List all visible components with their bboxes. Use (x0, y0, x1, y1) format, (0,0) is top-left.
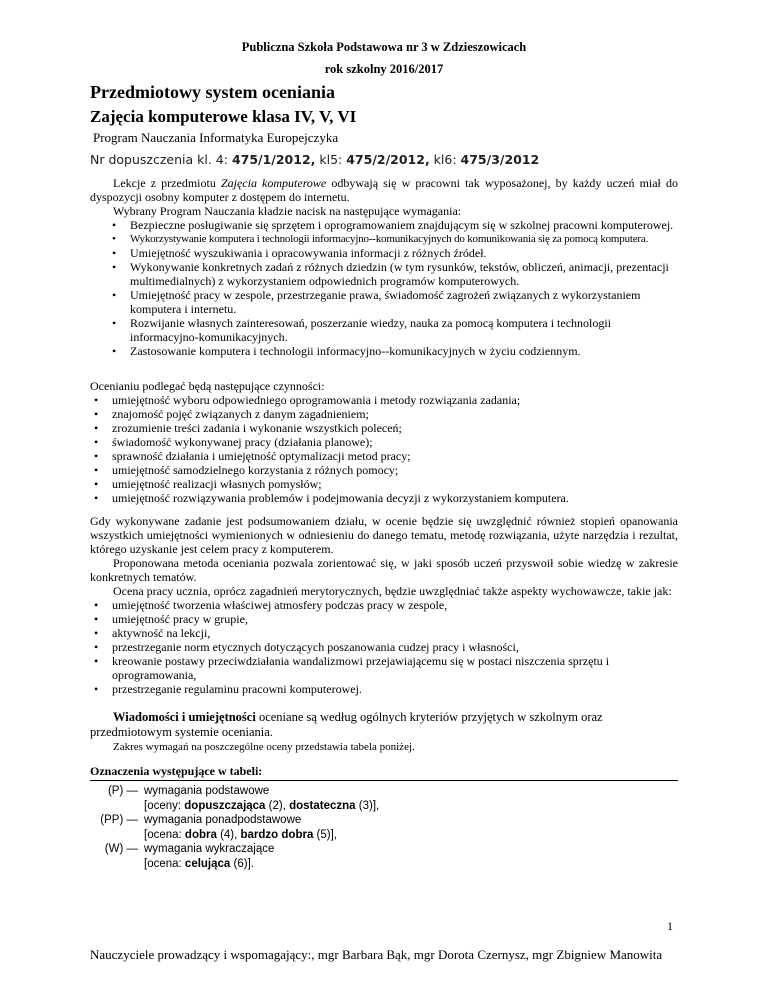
legend-code-p: (P) — (107, 785, 138, 797)
school-name: Publiczna Szkoła Podstawowa nr 3 w Zdzieszowicach (241, 40, 527, 54)
assessment-section (90, 379, 678, 505)
evaluation-paragraph-3: Ocena pracy ucznia, oprócz zagadnień merytorycznych, będzie uwzględniać także aspekty wychowawcze, takie jak: (113, 584, 672, 598)
legend-name-p: wymagania podstawowe (144, 785, 270, 797)
knowledge-paragraph (90, 710, 678, 740)
evaluation-list (90, 598, 678, 696)
list-item: • umiejętność pracy w grupie, (94, 612, 248, 626)
intro-section (90, 176, 678, 358)
list-item: • przestrzeganie norm etycznych dotyczących poszanowania cudzej pracy i własności, (94, 640, 519, 654)
knowledge-section (90, 710, 678, 755)
legend-title: Oznaczenia występujące w tabeli: (90, 764, 263, 778)
list-item: • Wykorzystywanie komputera i technologii informacyjno--komunikacyjnych do komunikowania się za pomocą komputera. (112, 233, 649, 245)
list-item: • Zastosowanie komputera i technologii informacyjno--komunikacyjnych w życiu codziennym. (112, 344, 581, 358)
list-item: • umiejętność wyboru odpowiedniego oprogramowania i metody rozwiązania zadania; (94, 393, 521, 407)
intro-paragraph (90, 176, 678, 204)
approval-sep1: kl5: (315, 152, 347, 167)
approval-kl5: 475/2/2012, (346, 152, 430, 167)
list-item: • Bezpieczne posługiwanie się sprzętem i oprogramowaniem znajdującym się w szkolnej pracowni komputerowej. (112, 218, 674, 232)
document-page: Publiczna Szkoła Podstawowa nr 3 w Zdzieszowicach rok szkolny 2016/2017 Przedmiotowy system oceniania Zajęcia komputerowe klasa IV, V, VI Program Nauczania Informatyka Europejczyka Nr dopuszczenia kl. 4: 475/1/2012, kl5: 475/2/2012, kl6: 475/3/2012 Lekcje z przedmiotu Zajęcia komputerowe odbywają się w pracowni tak wyposażonej, by każdy uczeń miał do dyspozycji osobny komputer z dostępem do internetu. Wybrany Program Nauczania kładzie nacisk na następujące wymagania: • Bezpieczne posługiwanie się sprzętem i oprogramowaniem znajdującym się w szkolnej pracowni komputerowej. • Wykorzystywanie komputera i technologii informacyjno--komunikacyjnych do komunikowania się za pomocą komputera. • Umiejętność wyszukiwania i opracowywania informacji z różnych źródeł. • Wykonywanie konkretnych zadań z różnych dziedzin (w tym rysunków, tekstów, obliczeń, animacji, prezentacji multimedialnych) z wykorzystaniem odpowiednich programów komputerowych. • Umiejętność pracy w zespole, przestrzeganie prawa, świadomość zagrożeń związanych z wykorzystaniem komputera i internetu. • Rozwijanie własnych zainteresowań, poszerzanie wiedzy, nauka za pomocą komputera i technologii informacyjno-komunikacyjnych. • Zastosowanie komputera i technologii informacyjno--komunikacyjnych w życiu codziennym. Ocenianiu podlegać będą następujące czynności: • umiejętność wyboru odpowiedniego oprogramowania i metody rozwiązania zadania; • znajomość pojęć związanych z danym zagadnieniem; • zrozumienie treści zadania i wykonanie wszystkich poleceń; • świadomość wykonywanej pracy (działania planowe); • sprawność działania i umiejętność optymalizacji metod pracy; • umiejętność samodzielnego korzystania z różnych pomocy; • umiejętność realizacji własnych pomysłów; • umiejętność rozwiązywania problemów i podejmowania decyzji z wykorzystaniem komputera. Gdy wykonywane zadanie jest podsumowaniem działu, w ocenie będzie się uwzględnić również stopień opanowania wszystkich umiejętności wymienionych w odniesieniu do danego tematu, metodę rozwiązania, użyte narzędzia i rezultat, którego uzyskanie jest celem pracy z komputerem. Proponowana metoda oceniania pozwala zorientować się, w jaki sposób uczeń przyswoił sobie wiedzę w zakresie konkretnych tematów. Ocena pracy ucznia, oprócz zagadnień merytorycznych, będzie uwzględniać także aspekty wychowawcze, takie jak: • umiejętność tworzenia właściwej atmosfery podczas pracy w zespole, • umiejętność pracy w grupie, • aktywność na lekcji, • przestrzeganie norm etycznych dotyczących poszanowania cudzej pracy i własności, • kreowanie postawy przeciwdziałania wandalizmowi przejawiającemu się w postaci niszczenia sprzętu i oprogramowania, • przestrzeganie regulaminu pracowni komputerowej. Wiadomości i umiejętności oceniane są według ogólnych kryteriów przyjętych w szkolnym oraz przedmiotowym systemie oceniania. Zakres wymagań na poszczególne oceny przedstawia tabela poniżej. Oznaczenia występujące w tabeli: (P) — wymagania podstawowe [oceny: dopuszczająca (2), dostateczna (3)], (PP) — wymagania ponadpodstawowe [ocena: dobra (4), bardzo dobra (5)], (W) — wymagania wykraczające [ocena: celująca (6)]. 1 Nauczyciele prowadzący i wspomagający:, mgr Barbara Bąk, mgr Dorota Czernysz, mgr Zbigniew Manowita (0, 0, 768, 994)
knowledge-note: Zakres wymagań na poszczególne oceny przedstawia tabela poniżej. (113, 741, 415, 753)
list-item: • aktywność na lekcji, (94, 626, 211, 640)
approval-sep2: kl6: (429, 152, 461, 167)
list-item: • znajomość pojęć związanych z danym zagadnieniem; (94, 407, 369, 421)
list-item: • zrozumienie treści zadania i wykonanie wszystkich poleceń; (94, 421, 402, 435)
list-item: • Wykonywanie konkretnych zadań z różnych dziedzin (w tym rysunków, tekstów, obliczeń, animacji, prezentacji multimedialnych) z wykorzystaniem odpowiednich programów komputerowych. (112, 260, 669, 288)
list-item: • umiejętność rozwiązywania problemów i podejmowania decyzji z wykorzystaniem komputera. (94, 491, 569, 505)
requirements-intro: Wybrany Program Nauczania kładzie nacisk na następujące wymagania: (113, 204, 462, 218)
list-item: • świadomość wykonywanej pracy (działania planowe); (94, 435, 373, 449)
list-item: • umiejętność samodzielnego korzystania z różnych pomocy; (94, 463, 399, 477)
evaluation-paragraph-2: Proponowana metoda oceniania pozwala zorientować się, w jaki sposób uczeń przyswoił sobie wiedzę w zakresie konkretnych tematów. (90, 556, 678, 584)
evaluation-paragraph-1: Gdy wykonywane zadanie jest podsumowaniem działu, w ocenie będzie się uwzględnić również stopień opanowania wszystkich umiejętności wymienionych w odniesieniu do danego tematu, metodę rozwiązania, użyte narzędzia i rezultat, którego uzyskanie jest celem pracy z komputerem. (90, 514, 678, 556)
list-item: • Umiejętność wyszukiwania i opracowywania informacji z różnych źródeł. (112, 246, 487, 260)
legend-name-pp: wymagania ponadpodstawowe (144, 814, 302, 826)
page-number: 1 (667, 919, 673, 933)
list-item: • Rozwijanie własnych zainteresowań, poszerzanie wiedzy, nauka za pomocą komputera i technologii informacyjno-komunikacyjnych. (112, 316, 612, 344)
intro-subject-name: Zajęcia komputerowe (220, 176, 327, 190)
list-item: • kreowanie postawy przeciwdziałania wandalizmowi przejawiającemu się w postaci niszczenia sprzętu i oprogramowania, (94, 654, 610, 682)
approval-kl6: 475/3/2012 (460, 152, 540, 167)
knowledge-bold: Wiadomości i umiejętności (113, 710, 256, 724)
legend-divider (90, 780, 678, 781)
assessment-intro: Ocenianiu podlegać będą następujące czynności: (90, 379, 325, 393)
evaluation-section (90, 514, 678, 696)
school-year: rok szkolny 2016/2017 (324, 62, 444, 76)
intro-text-a: Lekcje z przedmiotu (113, 176, 221, 190)
document-title: Przedmiotowy system oceniania (90, 82, 335, 102)
legend-name-w: wymagania wykraczające (144, 843, 275, 855)
requirements-list (90, 218, 678, 358)
list-item: • przestrzeganie regulaminu pracowni komputerowej. (94, 682, 362, 696)
knowledge-rest: oceniane są według ogólnych kryteriów przyjętych w szkolnym oraz przedmiotowym systemie oceniania. (90, 710, 603, 739)
approval-kl4: 475/1/2012, (231, 152, 316, 167)
list-item: • umiejętność tworzenia właściwej atmosfery podczas pracy w zespole, (94, 598, 448, 612)
legend-code-pp: (PP) — (100, 814, 138, 826)
intro-text-b: odbywają się w pracowni tak wyposażonej, by każdy uczeń miał do dyspozycji osobny komputer z dostępem do internetu. (90, 176, 678, 204)
approval-numbers (90, 152, 539, 167)
program-name: Program Nauczania Informatyka Europejczyka (93, 130, 339, 145)
list-item: • Umiejętność pracy w zespole, przestrzeganie prawa, świadomość zagrożeń związanych z wykorzystaniem komputera i internetu. (112, 288, 641, 316)
document-subtitle: Zajęcia komputerowe klasa IV, V, VI (90, 107, 357, 126)
legend-code-w: (W) — (104, 843, 138, 855)
footer-teachers: Nauczyciele prowadzący i wspomagający:, mgr Barbara Bąk, mgr Dorota Czernysz, mgr Zbigniew Manowita (90, 947, 663, 962)
list-item: • sprawność działania i umiejętność optymalizacji metod pracy; (94, 449, 411, 463)
assessment-list (90, 393, 678, 505)
list-item: • umiejętność realizacji własnych pomysłów; (94, 477, 322, 491)
approval-prefix: Nr dopuszczenia kl. 4: (90, 152, 232, 167)
